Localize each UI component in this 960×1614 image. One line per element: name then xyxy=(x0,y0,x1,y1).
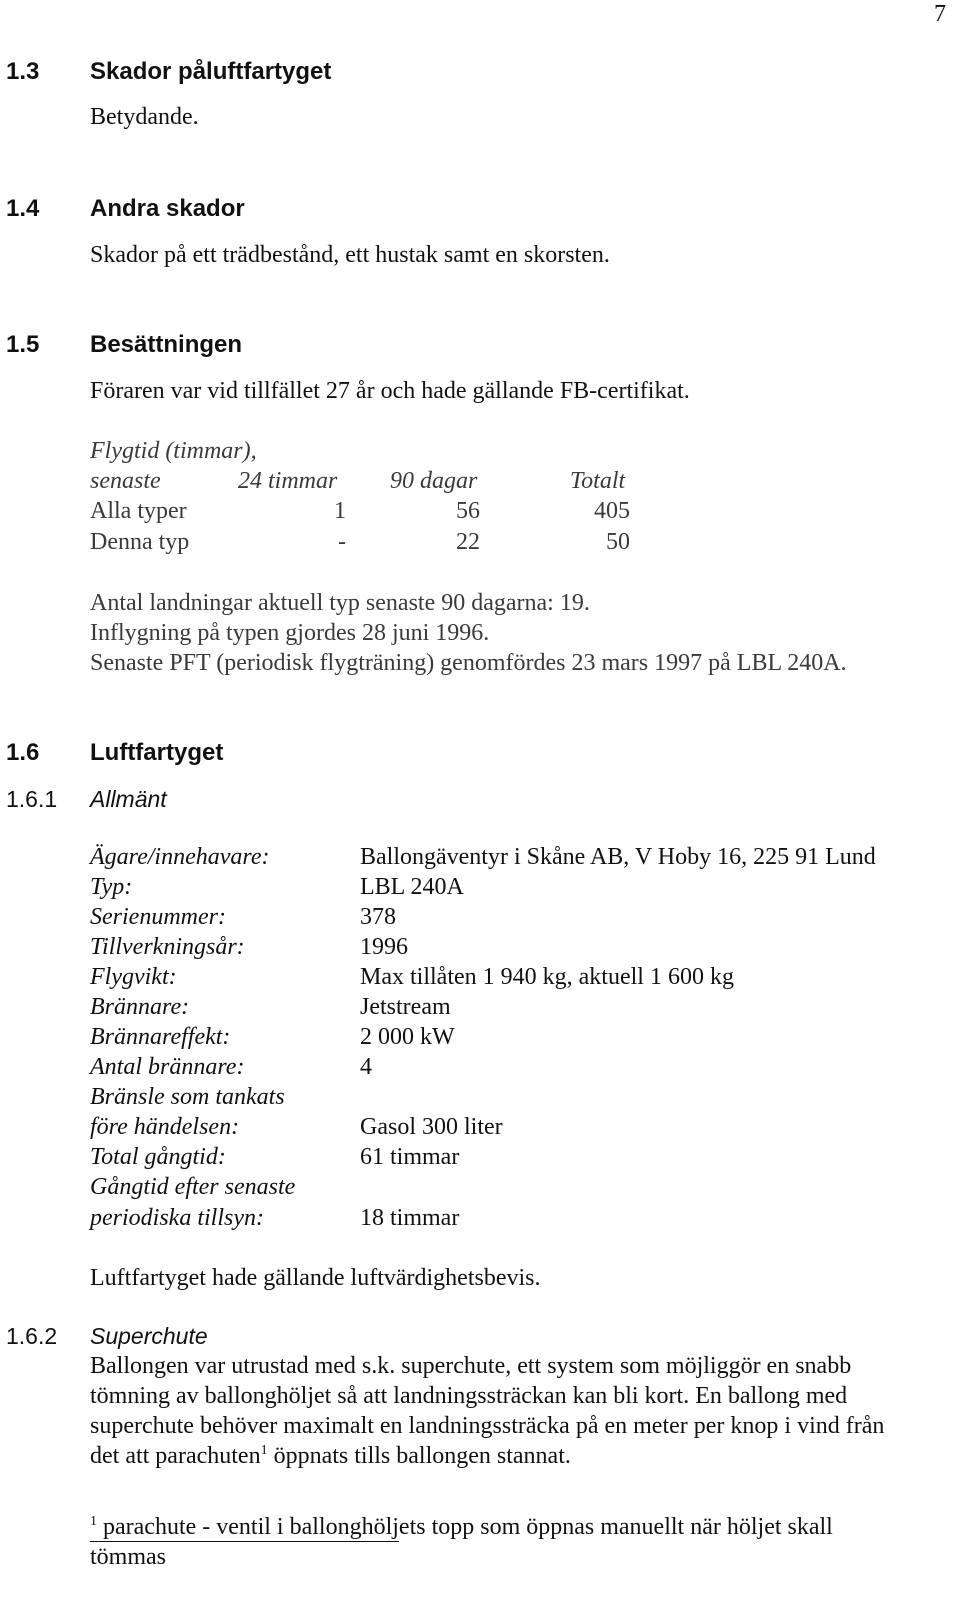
spec-label: Serienummer: xyxy=(90,904,226,930)
footnote-divider xyxy=(90,1541,399,1542)
spec-label: Ägare/innehavare: xyxy=(90,844,270,870)
section-text-1-4: Skador på ett trädbestånd, ett hustak samt en skorsten. xyxy=(90,242,610,268)
spec-value: 2 000 kW xyxy=(360,1024,455,1050)
flight-table-col-header: Totalt xyxy=(570,468,626,494)
footnote-mark: 1 xyxy=(90,1514,97,1529)
pilot-note: Senaste PFT (periodisk flygträning) genomfördes 23 mars 1997 på LBL 240A. xyxy=(90,650,847,676)
spec-label: periodiska tillsyn: xyxy=(90,1205,264,1231)
section-number-1-4: 1.4 xyxy=(6,195,40,222)
paragraph-line: tömning av ballonghöljet så att landningssträckan kan bli kort. En ballong med xyxy=(90,1383,848,1409)
spec-label: före händelsen: xyxy=(90,1114,240,1140)
spec-value: Gasol 300 liter xyxy=(360,1114,503,1140)
paragraph-text: öppnats tills ballongen stannat. xyxy=(267,1443,571,1469)
section-number-1-6: 1.6 xyxy=(6,739,40,766)
flight-table-col-header: senaste xyxy=(90,468,161,494)
spec-label: Flygvikt: xyxy=(90,964,177,990)
spec-label: Total gångtid: xyxy=(90,1144,226,1170)
flight-table-cell: 56 xyxy=(456,498,480,524)
flight-table-col-header: 24 timmar xyxy=(238,468,338,494)
subsection-number-1-6-2: 1.6.2 xyxy=(6,1323,58,1349)
spec-value: Ballongäventyr i Skåne AB, V Hoby 16, 225 91 Lund xyxy=(360,844,876,870)
spec-value: 18 timmar xyxy=(360,1205,460,1231)
flight-table-cell: 405 xyxy=(594,498,630,524)
paragraph-line: superchute behöver maximalt en landningssträcka på en meter per knop i vind från xyxy=(90,1413,885,1439)
spec-value: 1996 xyxy=(360,934,408,960)
airworthiness-note: Luftfartyget hade gällande luftvärdighetsbevis. xyxy=(90,1265,541,1291)
footnote-reference: 1 xyxy=(260,1443,268,1458)
section-text-1-3: Betydande. xyxy=(90,104,199,130)
pilot-note: Inflygning på typen gjordes 28 juni 1996. xyxy=(90,620,490,646)
flight-table-row-label: Alla typer xyxy=(90,498,187,524)
section-number-1-3: 1.3 xyxy=(6,58,40,85)
spec-label: Tillverkningsår: xyxy=(90,934,245,960)
footnote-line: tömmas xyxy=(90,1544,166,1570)
spec-value: Jetstream xyxy=(360,994,451,1020)
spec-label: Bränsle som tankats xyxy=(90,1084,285,1110)
page-number: 7 xyxy=(934,1,946,27)
flight-table-cell: 1 xyxy=(334,498,346,524)
spec-value: LBL 240A xyxy=(360,874,464,900)
subsection-heading-1-6-1: Allmänt xyxy=(90,786,167,812)
footnote-text: parachute - ventil i ballonghöljets topp som öppnas manuellt när höljet skall xyxy=(97,1514,833,1540)
subsection-number-1-6-1: 1.6.1 xyxy=(6,786,58,812)
spec-value: Max tillåten 1 940 kg, aktuell 1 600 kg xyxy=(360,964,734,990)
spec-label: Gångtid efter senaste xyxy=(90,1174,296,1200)
spec-label: Brännare: xyxy=(90,994,190,1020)
section-heading-1-4: Andra skador xyxy=(90,195,245,222)
section-heading-1-5: Besättningen xyxy=(90,331,243,358)
section-heading-1-3: Skador påluftfartyget xyxy=(90,58,332,85)
flight-table-col-header: 90 dagar xyxy=(390,468,478,494)
section-number-1-5: 1.5 xyxy=(6,331,40,358)
spec-value: 61 timmar xyxy=(360,1144,460,1170)
spec-label: Antal brännare: xyxy=(90,1054,245,1080)
subsection-heading-1-6-2: Superchute xyxy=(90,1323,208,1349)
spec-value: 4 xyxy=(360,1054,372,1080)
footnote-line xyxy=(90,1514,833,1541)
spec-label: Typ: xyxy=(90,874,133,900)
flight-table-cell: - xyxy=(338,529,346,555)
pilot-note: Antal landningar aktuell typ senaste 90 dagarna: 19. xyxy=(90,590,590,616)
section-text-1-5: Föraren var vid tillfället 27 år och hade gällande FB-certifikat. xyxy=(90,378,690,404)
section-heading-1-6: Luftfartyget xyxy=(90,739,224,766)
paragraph-line: Ballongen var utrustad med s.k. superchute, ett system som möjliggör en snabb xyxy=(90,1353,852,1379)
flight-table-cell: 22 xyxy=(456,529,480,555)
flight-table-cell: 50 xyxy=(606,529,630,555)
flight-table-row-label: Denna typ xyxy=(90,529,190,555)
spec-value: 378 xyxy=(360,904,396,930)
spec-label: Brännareffekt: xyxy=(90,1024,231,1050)
paragraph-text: det att parachuten xyxy=(90,1443,261,1469)
flight-table-header: Flygtid (timmar), xyxy=(90,438,257,464)
paragraph-line xyxy=(90,1443,571,1470)
